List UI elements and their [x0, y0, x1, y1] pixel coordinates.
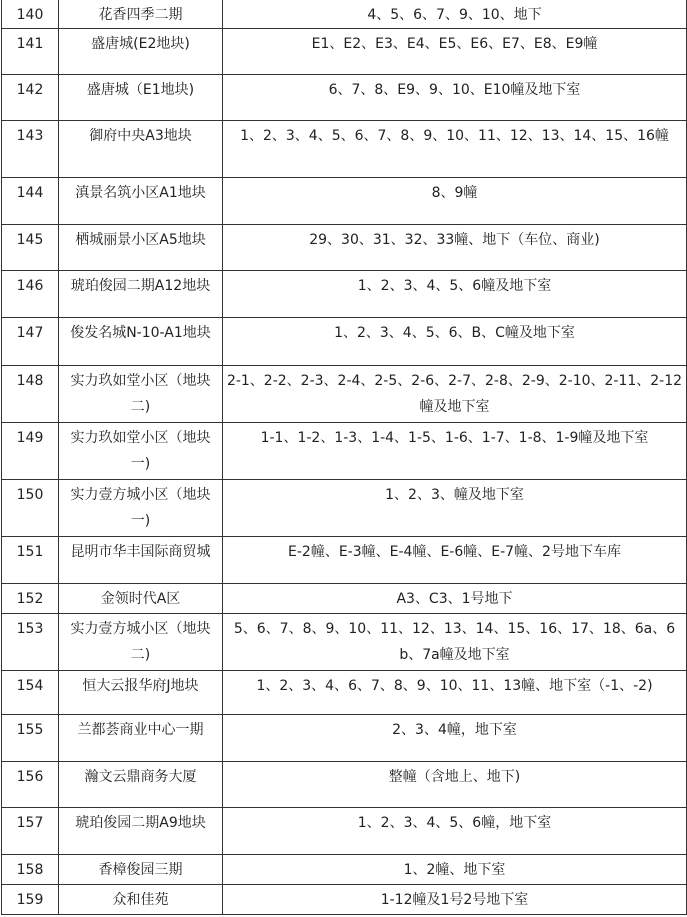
project-name: 实力壹方城小区（地块一): [59, 480, 223, 537]
building-list: 4、5、6、7、9、10、地下: [223, 0, 687, 29]
project-name: 实力壹方城小区（地块二): [59, 614, 223, 671]
project-name: 滇景名筑小区A1地块: [59, 178, 223, 225]
building-list: 1、2、3、4、6、7、8、9、10、11、13幢、地下室（-1、-2): [223, 671, 687, 715]
table-row: [2, 715, 687, 762]
row-number: 154: [2, 671, 59, 715]
row-number: 148: [2, 366, 59, 423]
building-list: 1、2、3、4、5、6幢，地下室: [223, 808, 687, 855]
building-list: 5、6、7、8、9、10、11、12、13、14、15、16、17、18、6a、6b、7a幢及地下室: [223, 614, 687, 671]
row-number: 143: [2, 121, 59, 178]
table-row: [2, 225, 687, 271]
table-row: [2, 855, 687, 885]
project-name: 实力玖如堂小区（地块一): [59, 423, 223, 480]
table-row: [2, 584, 687, 614]
table-row: [2, 318, 687, 366]
project-name: 香樟俊园三期: [59, 855, 223, 885]
row-number: 159: [2, 885, 59, 915]
building-list: 1、2、3、幢及地下室: [223, 480, 687, 537]
row-number: 140: [2, 0, 59, 29]
building-list: 2-1、2-2、2-3、2-4、2-5、2-6、2-7、2-8、2-9、2-10、2-11、2-12幢及地下室: [223, 366, 687, 423]
project-name: 花香四季二期: [59, 0, 223, 29]
building-list: 1、2、3、4、5、6、7、8、9、10、11、12、13、14、15、16幢: [223, 121, 687, 178]
row-number: 152: [2, 584, 59, 614]
row-number: 150: [2, 480, 59, 537]
project-name: 御府中央A3地块: [59, 121, 223, 178]
table-row: [2, 366, 687, 423]
project-name: 瀚文云鼎商务大厦: [59, 762, 223, 808]
row-number: 144: [2, 178, 59, 225]
table-row: [2, 0, 687, 29]
row-number: 145: [2, 225, 59, 271]
project-name: 实力玖如堂小区（地块二): [59, 366, 223, 423]
table-row: [2, 885, 687, 915]
building-list: E-2幢、E-3幢、E-4幢、E-6幢、E-7幢、2号地下车库: [223, 537, 687, 584]
project-name: 栖城丽景小区A5地块: [59, 225, 223, 271]
table-row: [2, 480, 687, 537]
building-list: E1、E2、E3、E4、E5、E6、E7、E8、E9幢: [223, 29, 687, 75]
project-name: 众和佳苑: [59, 885, 223, 915]
building-list: 29、30、31、32、33幢、地下（车位、商业): [223, 225, 687, 271]
project-name: 昆明市华丰国际商贸城: [59, 537, 223, 584]
project-name: 恒大云报华府J地块: [59, 671, 223, 715]
row-number: 142: [2, 75, 59, 121]
building-list: 1、2幢、地下室: [223, 855, 687, 885]
building-list: 1、2、3、4、5、6幢及地下室: [223, 271, 687, 318]
project-name: 琥珀俊园二期A12地块: [59, 271, 223, 318]
project-name: 盛唐城（E1地块): [59, 75, 223, 121]
table-row: [2, 271, 687, 318]
project-name: 兰都荟商业中心一期: [59, 715, 223, 762]
building-list: 整幢（含地上、地下): [223, 762, 687, 808]
project-name: 金领时代A区: [59, 584, 223, 614]
project-name: 盛唐城(E2地块): [59, 29, 223, 75]
table-row: [2, 75, 687, 121]
table-row: [2, 121, 687, 178]
building-list: 8、9幢: [223, 178, 687, 225]
row-number: 157: [2, 808, 59, 855]
project-name: 琥珀俊园二期A9地块: [59, 808, 223, 855]
row-number: 158: [2, 855, 59, 885]
row-number: 156: [2, 762, 59, 808]
row-number: 155: [2, 715, 59, 762]
row-number: 146: [2, 271, 59, 318]
project-table: [1, 0, 687, 915]
table-row: [2, 762, 687, 808]
table-body: [2, 0, 687, 915]
building-list: 1-12幢及1号2号地下室: [223, 885, 687, 915]
building-list: 2、3、4幢，地下室: [223, 715, 687, 762]
project-name: 俊发名城N-10-A1地块: [59, 318, 223, 366]
row-number: 141: [2, 29, 59, 75]
table-row: [2, 29, 687, 75]
building-list: 1-1、1-2、1-3、1-4、1-5、1-6、1-7、1-8、1-9幢及地下室: [223, 423, 687, 480]
table-row: [2, 178, 687, 225]
table-row: [2, 614, 687, 671]
building-list: 1、2、3、4、5、6、B、C幢及地下室: [223, 318, 687, 366]
building-list: A3、C3、1号地下: [223, 584, 687, 614]
row-number: 151: [2, 537, 59, 584]
row-number: 153: [2, 614, 59, 671]
row-number: 147: [2, 318, 59, 366]
table-row: [2, 671, 687, 715]
building-list: 6、7、8、E9、9、10、E10幢及地下室: [223, 75, 687, 121]
table-row: [2, 537, 687, 584]
row-number: 149: [2, 423, 59, 480]
table-row: [2, 423, 687, 480]
table-row: [2, 808, 687, 855]
